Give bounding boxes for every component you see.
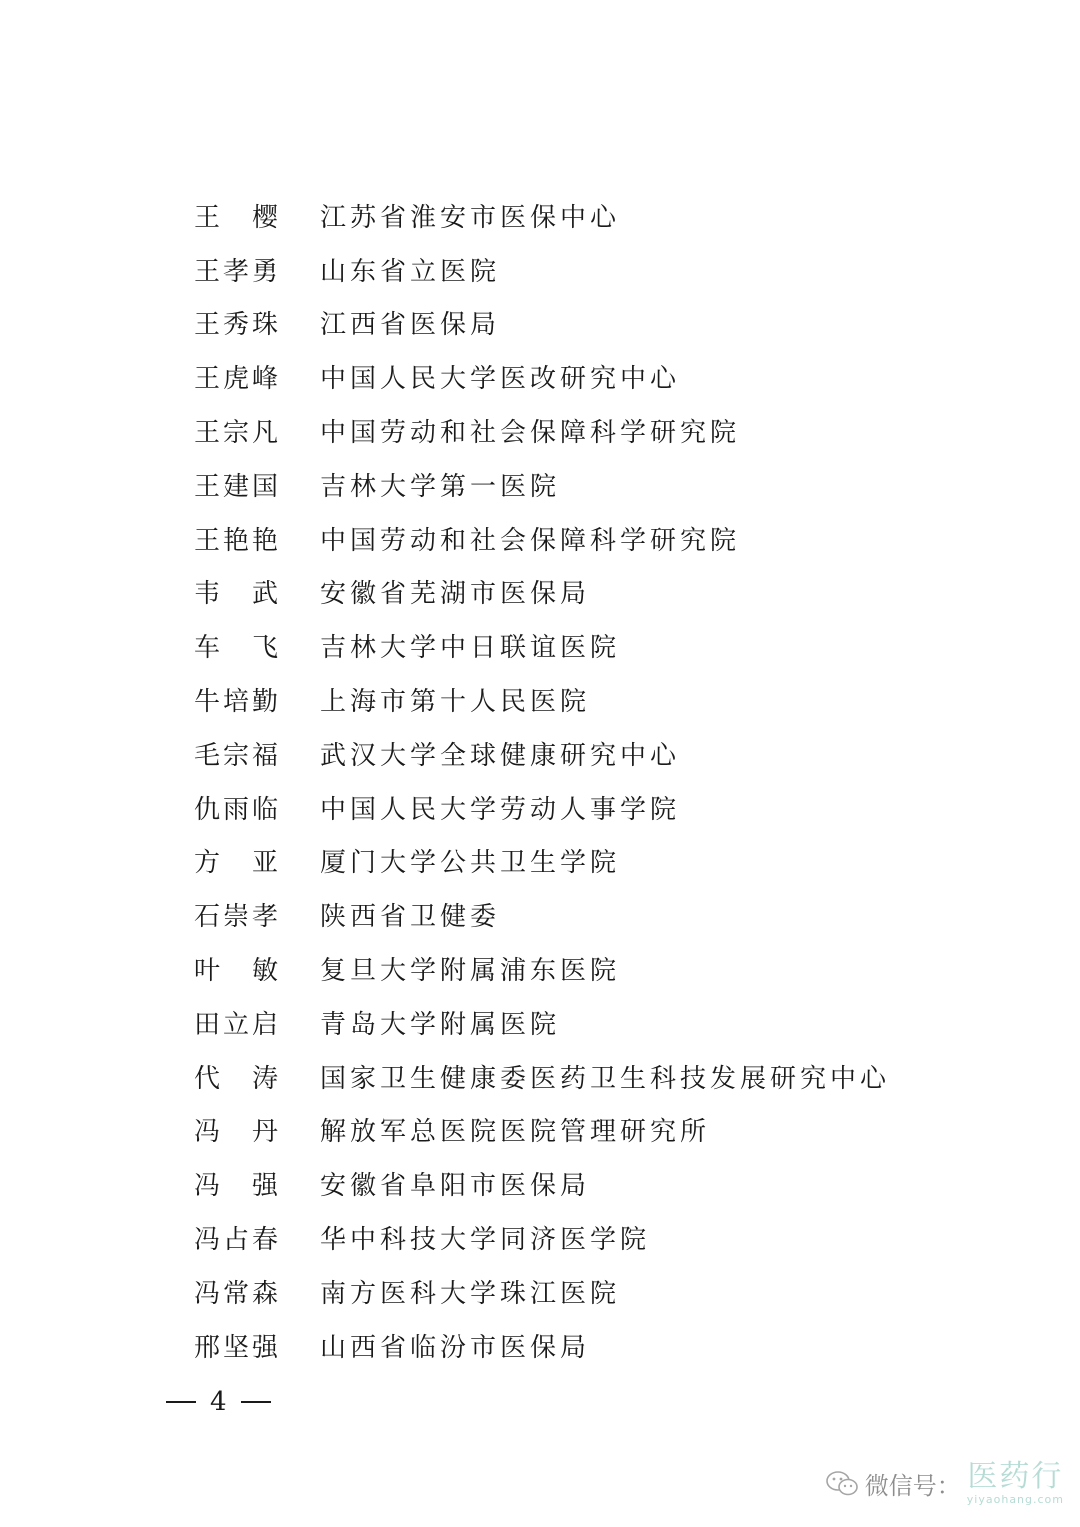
member-organization: 南方医科大学珠江医院 — [320, 1278, 621, 1309]
member-name: 邢坚强 — [194, 1332, 278, 1363]
list-item — [194, 568, 994, 622]
list-item — [194, 1052, 994, 1106]
member-organization: 江西省医保局 — [320, 310, 501, 341]
member-organization: 复旦大学附属浦东医院 — [320, 956, 621, 987]
list-item — [194, 998, 994, 1052]
list-item — [194, 1213, 994, 1267]
member-name: 王宗凡 — [194, 418, 278, 449]
list-item — [194, 1106, 994, 1160]
member-organization: 安徽省阜阳市医保局 — [320, 1171, 591, 1202]
member-name: 韦 武 — [194, 579, 278, 610]
member-name: 王孝勇 — [194, 256, 278, 287]
member-organization: 中国劳动和社会保障科学研究院 — [320, 525, 741, 556]
member-name: 王 樱 — [194, 202, 278, 233]
member-organization: 陕西省卫健委 — [320, 902, 501, 933]
member-organization: 吉林大学中日联谊医院 — [320, 633, 621, 664]
member-name: 王建国 — [194, 471, 278, 502]
member-name: 王虎峰 — [194, 364, 278, 395]
list-item — [194, 406, 994, 460]
member-organization: 华中科技大学同济医学院 — [320, 1225, 651, 1256]
member-name: 牛培勤 — [194, 687, 278, 718]
wechat-icon — [825, 1470, 859, 1498]
member-name: 叶 敏 — [194, 956, 278, 987]
member-organization: 中国劳动和社会保障科学研究院 — [320, 418, 741, 449]
member-list — [194, 191, 994, 1375]
member-name: 石崇孝 — [194, 902, 278, 933]
list-item — [194, 1321, 994, 1375]
member-organization: 青岛大学附属医院 — [320, 1009, 561, 1040]
member-name: 冯常森 — [194, 1278, 278, 1309]
member-organization: 安徽省芜湖市医保局 — [320, 579, 591, 610]
member-name: 冯 丹 — [194, 1117, 278, 1148]
watermark — [825, 1459, 1064, 1506]
member-organization: 江苏省淮安市医保中心 — [320, 202, 621, 233]
list-item — [194, 299, 994, 353]
member-organization: 国家卫生健康委医药卫生科技发展研究中心 — [320, 1063, 891, 1094]
member-organization: 中国人民大学劳动人事学院 — [320, 794, 681, 825]
member-name: 代 涛 — [194, 1063, 278, 1094]
member-name: 仇雨临 — [194, 794, 278, 825]
list-item — [194, 675, 994, 729]
watermark-brand-url: yiyaohang.com — [966, 1493, 1064, 1506]
member-organization: 厦门大学公共卫生学院 — [320, 848, 621, 879]
page-number-dash-left — [166, 1401, 196, 1403]
list-item — [194, 890, 994, 944]
list-item — [194, 837, 994, 891]
page-number-value: 4 — [210, 1387, 227, 1417]
list-item — [194, 783, 994, 837]
list-item — [194, 944, 994, 998]
list-item — [194, 352, 994, 406]
member-name: 冯占春 — [194, 1225, 278, 1256]
member-name: 王秀珠 — [194, 310, 278, 341]
member-name: 田立启 — [194, 1009, 278, 1040]
member-organization: 山东省立医院 — [320, 256, 501, 287]
list-item — [194, 460, 994, 514]
member-organization: 山西省临汾市医保局 — [320, 1332, 591, 1363]
member-name: 车 飞 — [194, 633, 278, 664]
member-organization: 武汉大学全球健康研究中心 — [320, 740, 681, 771]
watermark-label: 微信号： — [864, 1472, 961, 1500]
member-name: 毛宗福 — [194, 740, 278, 771]
member-organization: 吉林大学第一医院 — [320, 471, 561, 502]
member-name: 王艳艳 — [194, 525, 278, 556]
watermark-brand — [966, 1459, 1064, 1506]
list-item — [194, 191, 994, 245]
list-item — [194, 729, 994, 783]
member-organization: 上海市第十人民医院 — [320, 687, 591, 718]
member-name: 冯 强 — [194, 1171, 278, 1202]
page-number-dash-right — [241, 1401, 271, 1403]
list-item — [194, 1267, 994, 1321]
member-organization: 解放军总医院医院管理研究所 — [320, 1117, 711, 1148]
list-item — [194, 245, 994, 299]
list-item — [194, 514, 994, 568]
page-number — [166, 1387, 271, 1417]
member-name: 方 亚 — [194, 848, 278, 879]
member-organization: 中国人民大学医改研究中心 — [320, 364, 681, 395]
list-item — [194, 1159, 994, 1213]
watermark-brand-name: 医药行 — [967, 1459, 1064, 1494]
list-item — [194, 621, 994, 675]
